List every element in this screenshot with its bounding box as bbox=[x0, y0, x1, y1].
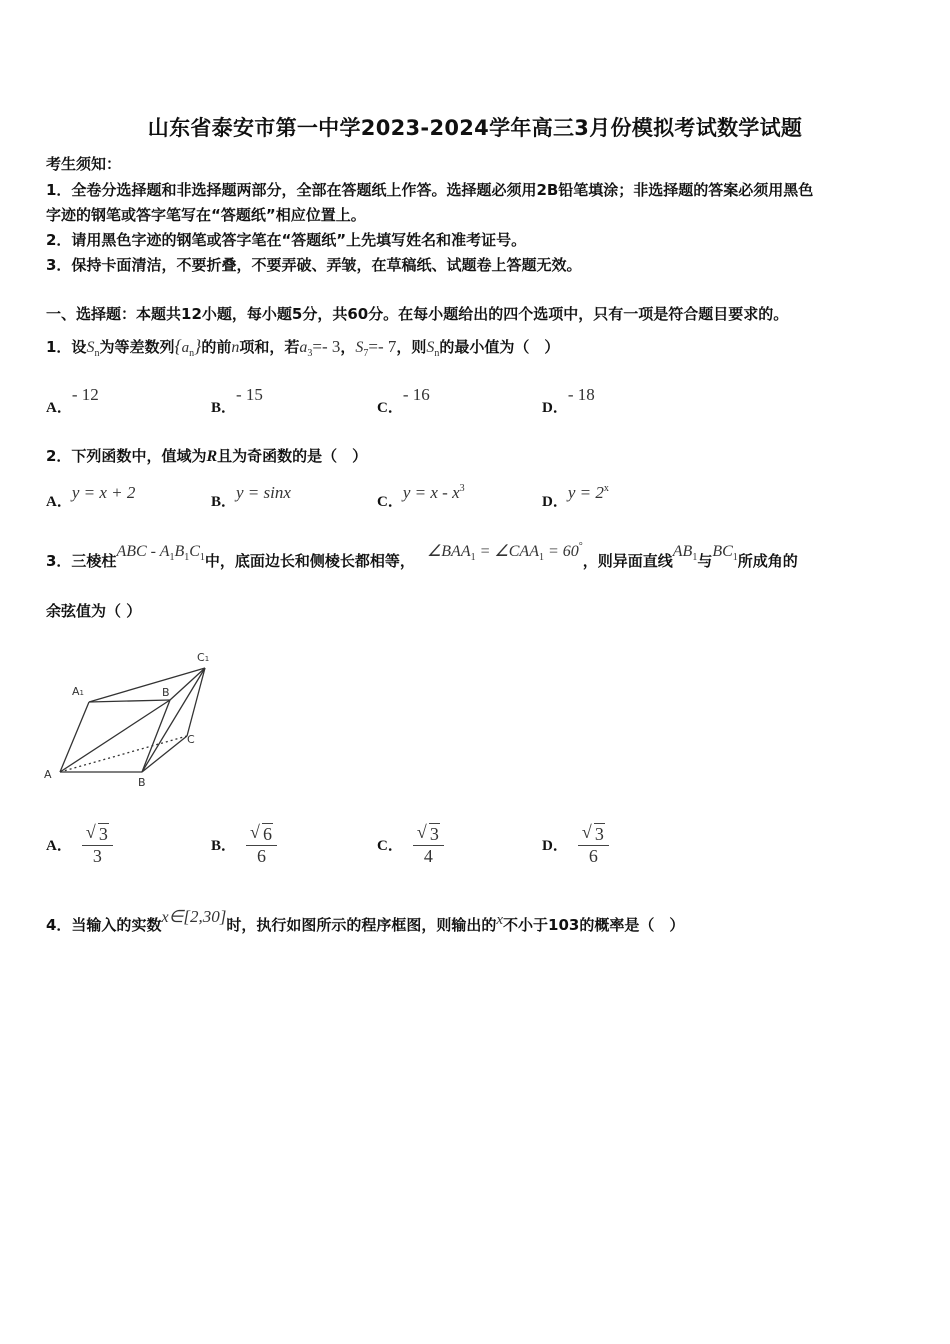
q2-option-a[interactable]: A．y = x + 2 bbox=[46, 483, 136, 510]
q1-s7: $S_7$ bbox=[355, 339, 369, 359]
label-b: B bbox=[138, 776, 146, 789]
question-1: 1．设$S_n$为等差数列$\{a_n\}$的前n项和，若$a_3=-$ 3，$S_7=-$ 7，则$S_n$的最小值为（ ） bbox=[46, 336, 560, 359]
q2-text-2: 且为奇函数的是（ ） bbox=[217, 447, 368, 465]
q4-text-1: 4．当输入的实数 bbox=[46, 916, 162, 934]
label-b1: B bbox=[162, 686, 170, 699]
q3-option-a[interactable]: A． √ $\frac{3}{3}$ bbox=[46, 824, 113, 867]
q1-n: n bbox=[231, 339, 240, 356]
q2-r: R bbox=[206, 448, 218, 465]
edge-a1-a bbox=[60, 702, 89, 772]
q1-sn-2: $S_n$ bbox=[426, 339, 440, 359]
q1-text-6: 的最小值为（ ） bbox=[439, 338, 560, 356]
page-title: 山东省泰安市第一中学2023-2024学年高三3月份模拟考试数学试题 bbox=[147, 116, 803, 140]
q1-option-c[interactable]: C．- 16 bbox=[377, 385, 430, 416]
q1-s7-value: =- 7 bbox=[368, 337, 397, 356]
q1-an: $\{a_n\}$ bbox=[174, 336, 202, 359]
q3-text-3: ，则异面直线 bbox=[582, 552, 673, 570]
q3-text-1: 3．三棱柱 bbox=[46, 552, 117, 570]
q3-text-6: 余弦值为（ ） bbox=[46, 602, 142, 620]
q1-prefix: 1．设 bbox=[46, 338, 87, 356]
prism-figure bbox=[40, 648, 225, 798]
q1-text-5: ，则 bbox=[396, 338, 427, 356]
q1-text-4: 项和，若 bbox=[239, 338, 300, 356]
q3-option-b[interactable]: B． √ $\frac{6}{6}$ bbox=[211, 824, 277, 867]
edge-c1-c bbox=[187, 668, 205, 736]
q3-option-d[interactable]: D． √ $\frac{3}{6}$ bbox=[542, 824, 609, 867]
line-a-b1 bbox=[60, 700, 170, 772]
q3-ab1: $AB_1$ bbox=[672, 543, 698, 563]
q3-angle: $\angle BAA_1$ = $\angle CAA_1 = 60^\circ$ bbox=[426, 541, 583, 563]
q3-text-2: 中，底面边长和侧棱长都相等， bbox=[204, 552, 415, 570]
q2-option-d[interactable]: D．$y = 2^x$ bbox=[542, 483, 609, 510]
label-c1: C1 bbox=[197, 651, 210, 664]
section-heading: 一、选择题：本题共12小题，每小题5分，共60分。在每小题给出的四个选项中，只有一项是符合题目要求的。 bbox=[46, 305, 789, 323]
q1-text-2: 为等差数列 bbox=[99, 338, 175, 356]
q4-domain: x∈[2,30] bbox=[161, 907, 227, 926]
q1-a3: $a_3$ bbox=[299, 339, 313, 359]
q3-option-c[interactable]: C． √ $\frac{3}{4}$ bbox=[377, 824, 444, 867]
q2-option-c[interactable]: C．$y = x - x^3$ bbox=[377, 483, 465, 510]
q3-text-5: 所成角的 bbox=[737, 552, 798, 570]
notice-item-1a: 1．全卷分选择题和非选择题两部分，全部在答题纸上作答。选择题必须用2B铅笔填涂；非选择题的答案必须用黑色 bbox=[46, 181, 814, 199]
question-4 bbox=[46, 907, 685, 935]
q1-option-a[interactable]: A．- 12 bbox=[46, 385, 99, 416]
q4-x: x bbox=[496, 912, 504, 928]
q3-prism: ABC - $A_1B_1C_1$ bbox=[116, 543, 205, 563]
notice-item-2: 2．请用黑色字迹的钢笔或答字笔在“答题纸”上先填写姓名和准考证号。 bbox=[46, 231, 527, 249]
q2-text-1: 2．下列函数中，值域为 bbox=[46, 447, 207, 465]
label-a: A bbox=[44, 768, 52, 781]
q1-sn: $S_n$ bbox=[86, 339, 100, 359]
q3-bc1: $BC_1$ bbox=[712, 543, 738, 563]
notice-item-3: 3．保持卡面清洁，不要折叠，不要弄破、弄皱，在草稿纸、试题卷上答题无效。 bbox=[46, 256, 582, 274]
notice-heading: 考生须知： bbox=[46, 155, 122, 173]
q3-text-4: 与 bbox=[697, 552, 713, 570]
q1-option-b[interactable]: B．- 15 bbox=[211, 385, 263, 416]
question-2 bbox=[46, 445, 367, 466]
q4-text-3: 不小于103的概率是（ ） bbox=[503, 916, 685, 934]
edge-a-c-hidden bbox=[60, 736, 187, 772]
q1-option-d[interactable]: D．- 18 bbox=[542, 385, 595, 416]
edge-a1-b1 bbox=[89, 700, 170, 702]
question-3 bbox=[46, 541, 798, 573]
q1-a3-value: =- 3 bbox=[312, 337, 341, 356]
notice-item-1b: 字迹的钢笔或答字笔写在“答题纸”相应位置上。 bbox=[46, 206, 366, 224]
q4-text-2: 时，执行如图所示的程序框图，则输出的 bbox=[226, 916, 497, 934]
label-c: C bbox=[187, 733, 195, 746]
q2-option-b[interactable]: B．y = sinx bbox=[211, 483, 291, 510]
label-a1: A1 bbox=[72, 685, 84, 698]
q1-text-3: 的前 bbox=[201, 338, 232, 356]
